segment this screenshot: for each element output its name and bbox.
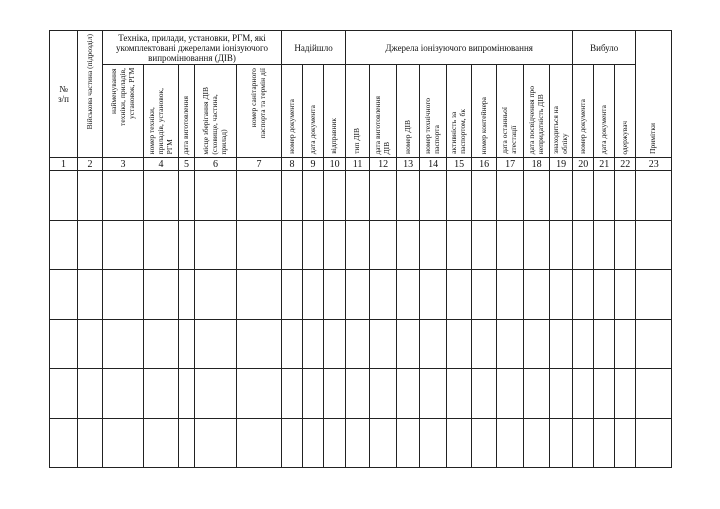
table-cell	[346, 369, 370, 418]
column-number: 16	[472, 158, 497, 171]
table-cell	[497, 220, 524, 269]
table-cell	[237, 171, 282, 220]
table-cell	[636, 418, 672, 467]
table-row	[50, 319, 672, 368]
table-cell	[370, 220, 397, 269]
table-cell	[103, 319, 144, 368]
table-cell	[103, 220, 144, 269]
column-number: 10	[324, 158, 346, 171]
table-cell	[550, 319, 573, 368]
table-cell	[78, 319, 103, 368]
table-cell	[50, 220, 78, 269]
table-cell	[50, 319, 78, 368]
disposed-doc-number-header: номер документа	[573, 65, 594, 158]
column-number: 6	[195, 158, 237, 171]
table-cell	[573, 369, 594, 418]
table-cell	[282, 418, 303, 467]
table-cell	[324, 270, 346, 319]
table-cell	[447, 369, 472, 418]
table-cell	[420, 418, 447, 467]
table-cell	[636, 171, 672, 220]
table-cell	[50, 171, 78, 220]
table-cell	[370, 369, 397, 418]
table-cell	[550, 418, 573, 467]
table-cell	[573, 319, 594, 368]
activity-header: активність за паспортом, бк	[447, 65, 472, 158]
table-cell	[144, 220, 179, 269]
table-cell	[573, 418, 594, 467]
table-cell	[594, 171, 615, 220]
table-cell	[179, 319, 195, 368]
table-row	[50, 418, 672, 467]
column-number: 12	[370, 158, 397, 171]
military-unit-header: Військова частина (підрозділ)	[78, 31, 103, 158]
column-number: 13	[397, 158, 420, 171]
column-number: 3	[103, 158, 144, 171]
table-cell	[420, 270, 447, 319]
table-cell	[447, 220, 472, 269]
table-cell	[303, 369, 324, 418]
column-number: 23	[636, 158, 672, 171]
table-cell	[497, 270, 524, 319]
table-cell	[78, 270, 103, 319]
table-cell	[524, 171, 550, 220]
table-cell	[50, 418, 78, 467]
table-cell	[179, 418, 195, 467]
table-cell	[103, 369, 144, 418]
table-cell	[324, 369, 346, 418]
table-cell	[346, 220, 370, 269]
table-cell	[324, 319, 346, 368]
table-cell	[195, 369, 237, 418]
table-cell	[550, 270, 573, 319]
table-cell	[324, 220, 346, 269]
table-cell	[420, 319, 447, 368]
table-cell	[472, 171, 497, 220]
tech-passport-header: номер технічного паспорта	[420, 65, 447, 158]
table-cell	[78, 369, 103, 418]
table-cell	[636, 220, 672, 269]
table-cell	[636, 270, 672, 319]
column-number: 19	[550, 158, 573, 171]
table-cell	[497, 418, 524, 467]
sender-header: відправник	[324, 65, 346, 158]
table-cell	[573, 220, 594, 269]
table-row	[50, 220, 672, 269]
table-cell	[78, 220, 103, 269]
table-cell	[50, 369, 78, 418]
sanitary-passport-header: номер санітарного паспорта та термін дії	[237, 65, 282, 158]
table-cell	[144, 319, 179, 368]
table-cell	[447, 171, 472, 220]
table-cell	[594, 418, 615, 467]
source-manufacture-date-header: дата виготовлення ДІВ	[370, 65, 397, 158]
table-cell	[282, 270, 303, 319]
table-cell	[594, 369, 615, 418]
table-cell	[179, 270, 195, 319]
table-cell	[237, 270, 282, 319]
table-cell	[50, 270, 78, 319]
table-cell	[303, 418, 324, 467]
table-cell	[594, 220, 615, 269]
table-cell	[303, 220, 324, 269]
table-cell	[346, 418, 370, 467]
header-column-row	[50, 65, 672, 158]
source-number-header: номер ДІВ	[397, 65, 420, 158]
table-cell	[237, 369, 282, 418]
table-cell	[282, 319, 303, 368]
received-group-header: Надійшло	[282, 31, 346, 65]
table-cell	[524, 369, 550, 418]
container-number-header: номер контейнера	[472, 65, 497, 158]
table-cell	[195, 418, 237, 467]
table-cell	[103, 270, 144, 319]
table-cell	[370, 171, 397, 220]
table-cell	[324, 418, 346, 467]
table-cell	[524, 270, 550, 319]
table-cell	[346, 270, 370, 319]
unfitness-cert-date-header: дата посвідчення про непридатність ДІВ	[524, 65, 550, 158]
table-cell	[550, 369, 573, 418]
table-cell	[615, 418, 636, 467]
disposed-group-header: Вибуло	[573, 31, 636, 65]
received-doc-number-header: номер документа	[282, 65, 303, 158]
table-cell	[370, 270, 397, 319]
equipment-name-header: найменування техніки, приладів, установок, РГМ	[103, 65, 144, 158]
table-cell	[573, 171, 594, 220]
table-cell	[397, 270, 420, 319]
source-type-header: тип ДІВ	[346, 65, 370, 158]
column-number: 18	[524, 158, 550, 171]
storage-location-header: місце зберігання ДІВ (сховище, частина, прилад)	[195, 65, 237, 158]
column-number: 20	[573, 158, 594, 171]
table-cell	[524, 220, 550, 269]
sources-group-header: Джерела іонізуючого випромінювання	[346, 31, 573, 65]
table-cell	[303, 319, 324, 368]
table-cell	[615, 369, 636, 418]
column-number: 2	[78, 158, 103, 171]
column-number: 1	[50, 158, 78, 171]
column-number: 8	[282, 158, 303, 171]
table-cell	[195, 319, 237, 368]
column-number: 5	[179, 158, 195, 171]
received-doc-date-header: дата документа	[303, 65, 324, 158]
table-cell	[397, 171, 420, 220]
column-number: 11	[346, 158, 370, 171]
notes-header: Примітки	[636, 31, 672, 158]
table-cell	[144, 369, 179, 418]
table-cell	[573, 270, 594, 319]
on-record-header: знаходиться на обліку	[550, 65, 573, 158]
table-cell	[103, 171, 144, 220]
table-cell	[282, 369, 303, 418]
table-cell	[420, 171, 447, 220]
table-cell	[615, 319, 636, 368]
table-cell	[78, 418, 103, 467]
table-cell	[144, 270, 179, 319]
table-cell	[179, 369, 195, 418]
recipient-header: одержувач	[615, 65, 636, 158]
table-cell	[472, 319, 497, 368]
column-number: 15	[447, 158, 472, 171]
table-cell	[615, 270, 636, 319]
table-cell	[420, 369, 447, 418]
column-number-row	[50, 158, 672, 171]
last-certification-header: дата останньої атестації	[497, 65, 524, 158]
column-number: 22	[615, 158, 636, 171]
table-cell	[397, 220, 420, 269]
column-number: 9	[303, 158, 324, 171]
table-cell	[550, 220, 573, 269]
table-row	[50, 171, 672, 220]
table-cell	[303, 270, 324, 319]
table-cell	[615, 220, 636, 269]
disposed-doc-date-header: дата документа	[594, 65, 615, 158]
table-cell	[497, 171, 524, 220]
table-cell	[472, 270, 497, 319]
column-number: 4	[144, 158, 179, 171]
table-row	[50, 270, 672, 319]
table-cell	[282, 171, 303, 220]
table-cell	[78, 171, 103, 220]
table-cell	[447, 270, 472, 319]
table-cell	[636, 319, 672, 368]
table-cell	[594, 319, 615, 368]
table-cell	[497, 369, 524, 418]
table-cell	[370, 319, 397, 368]
table-cell	[636, 369, 672, 418]
table-cell	[237, 418, 282, 467]
table-cell	[103, 418, 144, 467]
table-cell	[472, 418, 497, 467]
table-cell	[195, 171, 237, 220]
column-number: 14	[420, 158, 447, 171]
table-cell	[179, 220, 195, 269]
table-cell	[550, 171, 573, 220]
table-cell	[420, 220, 447, 269]
table-cell	[397, 319, 420, 368]
table-cell	[472, 369, 497, 418]
row-number-header: № з/п	[50, 31, 78, 158]
register-table	[49, 30, 672, 468]
table-cell	[397, 418, 420, 467]
table-cell	[144, 171, 179, 220]
equipment-manufacture-date-header: дата виготовлення	[179, 65, 195, 158]
table-cell	[615, 171, 636, 220]
equipment-group-header: Техніка, прилади, установки, РГМ, які укомплектовані джерелами іонізуючого випромінювання (ДІВ)	[103, 31, 282, 65]
table-cell	[497, 319, 524, 368]
table-cell	[346, 171, 370, 220]
table-cell	[370, 418, 397, 467]
column-number: 17	[497, 158, 524, 171]
header-group-row	[50, 31, 672, 65]
table-cell	[179, 171, 195, 220]
column-number: 21	[594, 158, 615, 171]
table-cell	[237, 319, 282, 368]
table-cell	[472, 220, 497, 269]
table-cell	[397, 369, 420, 418]
table-cell	[447, 319, 472, 368]
equipment-number-header: номер техніки, приладів, установок, РГМ	[144, 65, 179, 158]
table-cell	[195, 270, 237, 319]
table-cell	[594, 270, 615, 319]
table-cell	[524, 418, 550, 467]
table-cell	[447, 418, 472, 467]
table-cell	[346, 319, 370, 368]
table-cell	[524, 319, 550, 368]
column-number: 7	[237, 158, 282, 171]
table-cell	[282, 220, 303, 269]
table-cell	[324, 171, 346, 220]
table-cell	[144, 418, 179, 467]
table-row	[50, 369, 672, 418]
table-cell	[237, 220, 282, 269]
table-cell	[195, 220, 237, 269]
table-cell	[303, 171, 324, 220]
